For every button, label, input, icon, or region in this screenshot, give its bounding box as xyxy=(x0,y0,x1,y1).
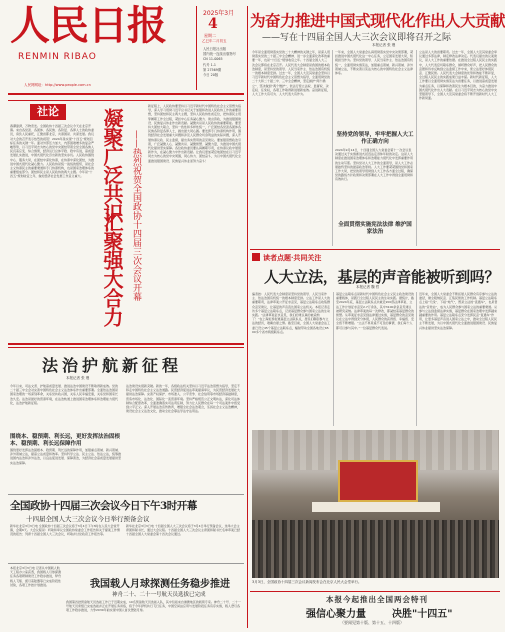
masthead-pinyin: RENMIN RIBAO xyxy=(18,52,97,62)
section-rule xyxy=(8,494,244,495)
issue-info-line: 代号 1-1 xyxy=(203,62,217,67)
masthead-rule xyxy=(8,93,244,95)
law-body-col2: 法治建设实现新突破。新的一年，各级政法机关坚持以习近平法治思想为指导，坚定不移走中国特色社会主义法治道路。民营经济促进法草案提请审议，为民营经济发展壮大提供法治保障。完善产权保护、市场准入、公平竞争、社会信用等市场经济基础制度，营造市场化、法治化、国际化一流营商环境。坚持严格规范公正文明执法，深化司法体制综合配套改革，全面准确落实司法责任制，努力让人民群众在每一个司法案件中感受到公平正义。深入开展法治宣传教育，增强全社会法治观念，弘扬社会主义法治精神，建设社会主义法治文化，推动全社会尊法学法守法用法。 xyxy=(126,384,241,414)
column-rule xyxy=(333,292,334,426)
space-subtitle: 神舟二十、二十一号航天员选拔已完成 xyxy=(112,592,206,598)
cppcc-body-col1: 新华社北京3月3日电 全国政协十四届三次会议将于3月4日下午3时在人民大会堂开幕，会期6天。大会议程是：听取和审议全国政协常委会工作报告和关于提案工作情况的报告；列席十四届全国人大三次会议，听取并讨论政府工作报告等。 xyxy=(10,524,120,537)
promo-line2b[interactable]: 决胜"十四五" xyxy=(392,609,453,620)
promo-line3: （要闻见第十版、第十五、十四版） xyxy=(340,620,404,625)
press-conference-photo[interactable] xyxy=(252,430,499,578)
section-rule xyxy=(8,343,244,345)
headline-subhead-2: 全面贯彻实施宪法法律 维护国家法治 xyxy=(338,222,412,235)
issue-date: 2025年3月 xyxy=(203,10,235,17)
issue-info-line: 第 27569期 xyxy=(203,67,222,72)
column-marker-icon xyxy=(252,253,260,261)
column-rule xyxy=(332,50,333,246)
headline-body-col1: 今年是全面贯彻落实党的二十大精神的关键之年，是深入贯彻落实党的二十届三中全会精神、进一步全面深化改革的重要一年，也是“十四五”规划收官之年。十四届全国人大三次会议即将在北京召开。人民代表大会制度是我国的根本政治制度，是坚持党的领导、人民当家作主、依法治国有机统一的根本制度安排。过去一年，全国人大及其常委会坚持以习近平新时代中国特色社会主义思想为指导，全面贯彻党的二十大和二十届二中、三中全会精神，坚定拥护“两个确立”、坚决做到“两个维护”，依法行使立法权、监督权、决定权、任免权，各项工作取得新进展新成效。奋进新征程，人大工作大有可为、人大代表大有作为。 xyxy=(252,50,330,97)
law-subhead: 围绕本、稳预期、利长远，更好发挥法治固根本、稳预期、利长远保障作用 xyxy=(10,434,121,447)
column-tag: 读者点题·共同关注 xyxy=(263,253,322,262)
editorial-tag: 社论 xyxy=(30,104,66,120)
law-body-col1: 今年以来，司法文書、护航高质量发展、推进法治中国建设不断取得新成效。党的二十届三中全会对完善中国特色社会主义法治体系作出重要部署。全面依法治国是国家治理的一场深刻革命，关系党执政兴国，关系人民幸福安康，关系党和国家长治久安。法治是最好的营商环境，在法治轨道上推进国家治理体系和治理能力现代化，法治护航新征程。 xyxy=(10,384,119,405)
editorial-body-col2: 新征程上，人民政协要坚持以习近平新时代中国特色社会主义思想为指导，深入学习贯彻习近平总书记关于加强和改进人民政协工作的重要思想，坚持团结和民主两大主题，坚持人民政协性质定位，把协商民主贯穿履职工作全过程，紧扣中心任务凝心聚力、建言资政，为推进强国建设、民族复兴伟业作出新贡献。凝聚共识是人民政协的重要职能。要坚持大团结大联合，坚持一致性和多样性统一，广泛团结各党派各团体各民族各阶层各界人士，画出最大同心圆。要发挥专门协商机构作用，围绕经济社会发展重大问题和涉及人民群众切身利益的实际问题，深入开展协商议政、民主监督，提出务实管用的意见建议。要加强思想政治引领，广泛凝聚人心、凝聚共识、凝聚智慧、凝聚力量，为推进中国式现代化提供坚实保障。各位政协委员要认真履职尽责，在协商议政中展现新作为，在凝心聚力中作出新贡献。让我们更加紧密地团结在以习近平同志为核心的党中央周围，同心协力、团结奋斗，为以中国式现代化全面推进强国建设、民族复兴伟业而努力奋斗！ xyxy=(148,104,242,163)
section-rule xyxy=(250,591,500,592)
law-body-col1b: 围绕更好发挥法治固根本、稳预期、利长远的保障作用，加强重点领域、新兴领域、涉外领域立法，提高立法质量和效率。坚持科学立法、民主立法、依法立法，统筹推进国内法治和涉外法治，以良法促进发展、保障善治，为经济社会高质量发展提供坚实法治保障。 xyxy=(10,448,122,465)
photo-backdrop xyxy=(338,460,418,502)
issue-info-line: 人民日报社出版 xyxy=(203,47,227,51)
column-title[interactable]: 人大立法，基层的声音能被听到吗？ xyxy=(264,268,500,286)
headline-byline: 本报记者 张 璁 xyxy=(372,43,396,47)
section-rule xyxy=(8,100,244,101)
photo-caption: 3月3日，全国政协十四届三次会议新闻发布会在北京人民大会堂举行。 xyxy=(252,580,362,584)
section-rule xyxy=(250,249,500,250)
page-center-rule xyxy=(247,6,248,628)
law-title[interactable]: 法治护航新征程 xyxy=(42,356,183,375)
promo-line1[interactable]: 本报今起推出全国两会特刊 xyxy=(326,595,428,604)
column-body-col3: 近年来，全国人大常委会不断拓展人民群众有序参与立法的途径，健全吸纳民意、汇集民智的工作机制。基层立法联系点上接“天线”、下接“地气”，既是立法的“直通车”，也是普法的“宣传站”，成为人民群众参与国家立法的重要渠道。从参与立法到监督法律实施，基层群众在国家治理中发挥越来越重要的作用。基层立法联系点充分发挥民意“直通车”作用，让更多基层声音进入国家立法之中，推动全过程人民民主不断发展，为以中国式现代化全面推进强国建设、民族复兴伟业提供坚实法治保障。 xyxy=(419,292,498,330)
column-byline: 本报记者 魏 哲 xyxy=(356,285,380,289)
section-rule xyxy=(8,563,244,564)
masthead-title: 人民日报 xyxy=(10,2,166,49)
photo-audience xyxy=(252,520,499,578)
column-body-col2: 基层立法联系点是新时代中国特色社会主义民主政治建设的重要载体，是践行全过程人民民主的生动实践。据统计，截至2024年底，基层立法联系点共就近200部法律草案、立法工作计划征求意见2.7万余条，其中3100余条意见建议被研究采纳。法律草案的每一次修改，都凝结着基层群众的智慧。从草案征求意见到法律通过实施，基层群众的意见建议在立法中得到充分体现，人民群众的获得感、幸福感、安全感不断增强。“立法不再是遥不可及的事情，我们每个人都可以参与其中。”一位基层群众代表说。 xyxy=(336,292,414,330)
issue-day: 4 xyxy=(208,16,218,32)
masthead-url[interactable]: 人民网网址：http://www.people.com.cn xyxy=(24,83,91,87)
cppcc-title[interactable]: 全国政协十四届三次会议今日下午3时开幕 xyxy=(10,500,197,512)
section-rule xyxy=(8,347,244,348)
space-title[interactable]: 我国载人月球探测任务稳步推进 xyxy=(90,579,230,590)
promo-line2a[interactable]: 强信心聚力量 xyxy=(306,609,366,620)
headline-body-col2: 一年来，全国人大常委会认真贯彻落实党中央决策部署，紧扣推进中国式现代化这一中心任务，立足国家发展大局，积极担当作为。坚持党的领导、人民当家作主、依法治国有机统一，全面贯彻实施宪法，加强重点领域、新兴领域、涉外领域立法，不断完善以宪法为核心的中国特色社会主义法律体系。 xyxy=(335,50,413,76)
headline-title[interactable]: 为奋力推进中国式现代化作出人大贡献 xyxy=(250,11,505,30)
issue-info-line: 今日 20版 xyxy=(203,73,219,78)
headline-subhead-1: 坚持党的领导，牢牢把握人大工作正确方向 xyxy=(336,132,414,145)
column-body-col1: 编者按：人民代表大会制度是坚持党的领导、人民当家作主、依法治国有机统一的根本制度安排。立法工作是人大的重要职责，法律草案公开征求意见，基层立法联系点收集群众意见建议，让基层的声音直达国家立法机关。本报记者走访多个基层立法联系点，记录基层群众参与国家立法的生动实践。“法律草案征求意见，我们的建议真的被采纳了！”在上海虹桥街道基层立法联系点，居民们聊起参与立法的经历，难掩自豪之情。截至目前，全国人大常委会法工委已设立45个基层立法联系点，辐射带动全国各地设立6500多个省市两级联系点。 xyxy=(252,292,330,334)
editorial-headline-1[interactable]: 凝聚广泛共识 xyxy=(100,108,124,222)
space-body: 我国第四批预备航天员选拔工作已于近期完成，10名预备航天员选拔入队，其中包括来自港澳地区的载荷专家。神舟二十号、二十一号航天员乘组已完成选拔并正在开展任务训练，将于今年择机执行飞行任务，中国空间站应用与发展阶段任务有序实施，载人登月各项工作稳步推进，力争2030年前实现中国人首次登陆月球。 xyxy=(66,600,241,613)
cppcc-subtitle[interactable]: 十四届全国人大三次会议今日举行预备会议 xyxy=(26,515,150,523)
headline-body-col3: 立法是人大的首要职责。过去一年，全国人大及其常委会审议通过多部法律，制定修改法律决定。代表们提出的议案建议，是人大工作的重要依据。在推进全过程人民民主的实践中，人大代表密切联系群众，倾听群众呼声，把人民群众的意愿和诉求反映到立法监督工作中来，使立法更好体现民意、汇聚民智。人民代表大会制度的优势和效能不断彰显，全过程人民民主的实践成果日益丰富。新时代新征程，人大工作要以全面贯彻实施宪法为首要任务，以推进高质量发展为重点任务，以保障和改善民生为根本目的，为奋力推进中国式现代化作出人大贡献。在以习近平同志为核心的党中央坚强领导下，全国人大及其常委会将不断开创新时代人大工作新局面。 xyxy=(419,50,498,101)
editorial-headline-2[interactable]: 汇聚强大合力 xyxy=(100,212,124,326)
masthead-divider xyxy=(196,6,197,90)
headline-subtitle: ——写在十四届全国人大三次会议即将召开之际 xyxy=(262,33,452,43)
cppcc-body-col2: 新华社北京3月3日电 十四届全国人大三次会议将于3月4日举行预备会议，选举大会主席团和秘书长，通过大会议程。十四届全国人大三次会议主席团和秘书长名单草案已经十四届全国人大常委会第十四次会议通过。 xyxy=(126,524,241,537)
photo-podium xyxy=(312,502,440,512)
issue-lunar: 乙巳年二月初五 xyxy=(202,39,227,43)
column-rule xyxy=(416,50,417,246)
issue-info-line: CN 11-0065 xyxy=(203,57,223,62)
space-body-left: 本报北京3月3日电 记者从中国载人航天工程办公室获悉，我国载人月球探测任务各项研制建设工作稳步推进，梦舟载人飞船、揽月着陆器等已完成阶段性试验，各项工作按计划推进。 xyxy=(10,566,62,587)
headline-body-col2b: 2024年9月14日，十四届全国人大常委会第十一次会议表决通过关于实施渐进式延迟法定退休年龄的决定。这是人大制度在推进国家治理体系和治理能力现代化中发挥重要作用的生动写照。坚持党对人大工作的全面领导，是人大工作必须始终坚持的最高政治原则。人大工作要紧紧围绕党和国家工作大局，把党的领导贯彻到人大工作各方面全过程，确保党的路线方针政策和决策部署在人大工作中得到全面贯彻和有效执行。 xyxy=(335,148,413,182)
editorial-subtitle: ——热烈祝贺全国政协十四届三次会议开幕 xyxy=(131,130,141,301)
law-byline: 本报记者 张 璁 xyxy=(66,376,90,380)
issue-info-line: 国内统一连续出版物号 xyxy=(203,52,236,57)
issue-weekday: 星期二 xyxy=(204,33,216,38)
column-rule xyxy=(416,292,417,426)
editorial-body-col1: 春潮澎湃，万物竞发。全国政协十四届三次会议今天在北京开幕。来自各党派、各团体、各民族、各阶层、各界人士的政协委员，肩负人民重托，汇聚首都北京，共商国是、共谋发展。我们对大会的召开表示热烈的祝贺！2024年是实现“十四五”规划目标任务的关键一年。面对外部压力加大、内部困难增多的复杂严峻形势，以习近平同志为核心的党中央团结带领全党全国各族人民沉着应变、综合施策，经济运行总体平稳、稳中有进，高质量发展扎实推进，中国式现代化迈出新的坚实步伐。人民政协围绕中心、服务大局，在团结中深化协商，在协商中深化团结，为推进中国式现代化凝心聚力。人民政协是统一战线的组织，是社会主义协商民主的重要渠道和专门协商机构，也是国家治理体系的重要组成部分。团结和民主是人民政协的两大主题。今年是“十四五”规划收官之年，做好经济社会发展工作意义重大。 xyxy=(10,124,94,179)
issue-info xyxy=(203,47,236,78)
